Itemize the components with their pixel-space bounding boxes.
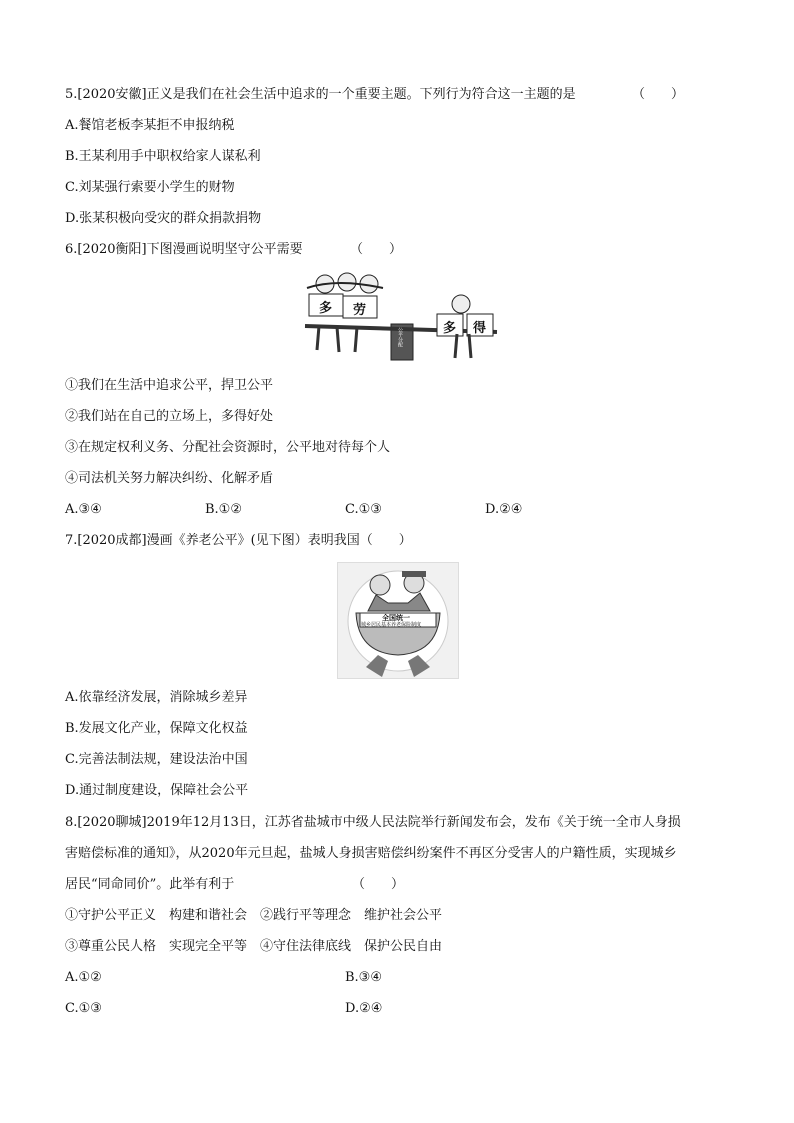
q7-pension-cartoon [337,562,459,679]
q8-stem-line-1: 8.[2020聊城]2019年12月13日，江苏省盐城市中级人民法院举行新闻发布会，发布《关于统一全市人身损 [65,815,681,830]
q8-answer-bracket: （ ） [352,877,405,892]
q7-option-b: B.发展文化产业，保障文化权益 [65,721,248,736]
q5-option-d: D.张某积极向受灾的群众捐款捐物 [65,211,262,226]
q6-item-2: ②我们站在自己的立场上，多得好处 [65,409,274,424]
q6-choice-b: B.①② [205,502,242,517]
q7-option-a: A.依靠经济发展，消除城乡差异 [65,690,248,705]
q7-bowl-label-2: 城乡居民基本养老保险制度 [361,622,422,628]
q5-answer-bracket: （ ） [632,87,685,102]
q8-choice-a: A.①② [65,970,102,985]
q8-stem-line-2: 害赔偿标准的通知》，从2020年元旦起，盐城人身损害赔偿纠纷案件不再区分受害人的户籍性质，实现城乡 [65,846,677,861]
q8-items-line-1: ①守护公平正义 构建和谐社会 ②践行平等理念 维护社会公平 [65,908,443,923]
q5-option-b: B.王某利用手中职权给家人谋私利 [65,149,261,164]
q8-choices-row-1 [0,969,794,987]
q8-choice-d: D.②④ [345,1001,383,1016]
q5-stem-text: 5.[2020安徽]正义是我们在社会生活中追求的一个重要主题。下列行为符合这一主题的是 [65,87,576,102]
q8-stem-line-3: 居民“同命同价”。此举有利于 [65,877,235,892]
q8-choices-row-2 [0,1000,794,1018]
q6-left-sign-1: 多 [319,301,333,316]
q5-option-a: A.餐馆老板李某拒不申报纳税 [65,118,235,133]
q8-items-line-2: ③尊重公民人格 实现完全平等 ④守住法律底线 保护公民自由 [65,939,443,954]
q6-choice-d: D.②④ [485,502,523,517]
q6-item-4: ④司法机关努力解决纠纷、化解矛盾 [65,471,274,486]
q6-stem: 6.[2020衡阳]下图漫画说明坚守公平需要 [65,242,303,257]
q6-item-1: ①我们在生活中追求公平，捍卫公平 [65,378,274,393]
q8-choice-c: C.①③ [65,1001,102,1016]
q6-left-sign-2: 劳 [353,303,367,318]
q6-answer-bracket: （ ） [350,242,403,257]
q6-choices [0,501,794,519]
q6-right-sign-2: 得 [473,321,487,336]
q7-stem: 7.[2020成都]漫画《养老公平》(见下图）表明我国（ ） [65,533,412,548]
q8-choice-b: B.③④ [345,970,382,985]
q6-item-3: ③在规定权利义务、分配社会资源时，公平地对待每个人 [65,440,391,455]
q7-option-d: D.通过制度建设，保障社会公平 [65,783,249,798]
q6-seesaw-cartoon [297,270,507,362]
q6-right-sign-1: 多 [443,321,457,336]
q7-option-c: C.完善法制法规，建设法治中国 [65,752,248,767]
q6-pivot-label: 公平分配 [397,327,403,347]
q7-bowl-label-1: 全国统一 [382,613,410,622]
q5-stem [65,86,576,104]
q6-choice-c: C.①③ [345,502,382,517]
q5-option-c: C.刘某强行索要小学生的财物 [65,180,235,195]
q6-choice-a: A.③④ [65,502,102,517]
